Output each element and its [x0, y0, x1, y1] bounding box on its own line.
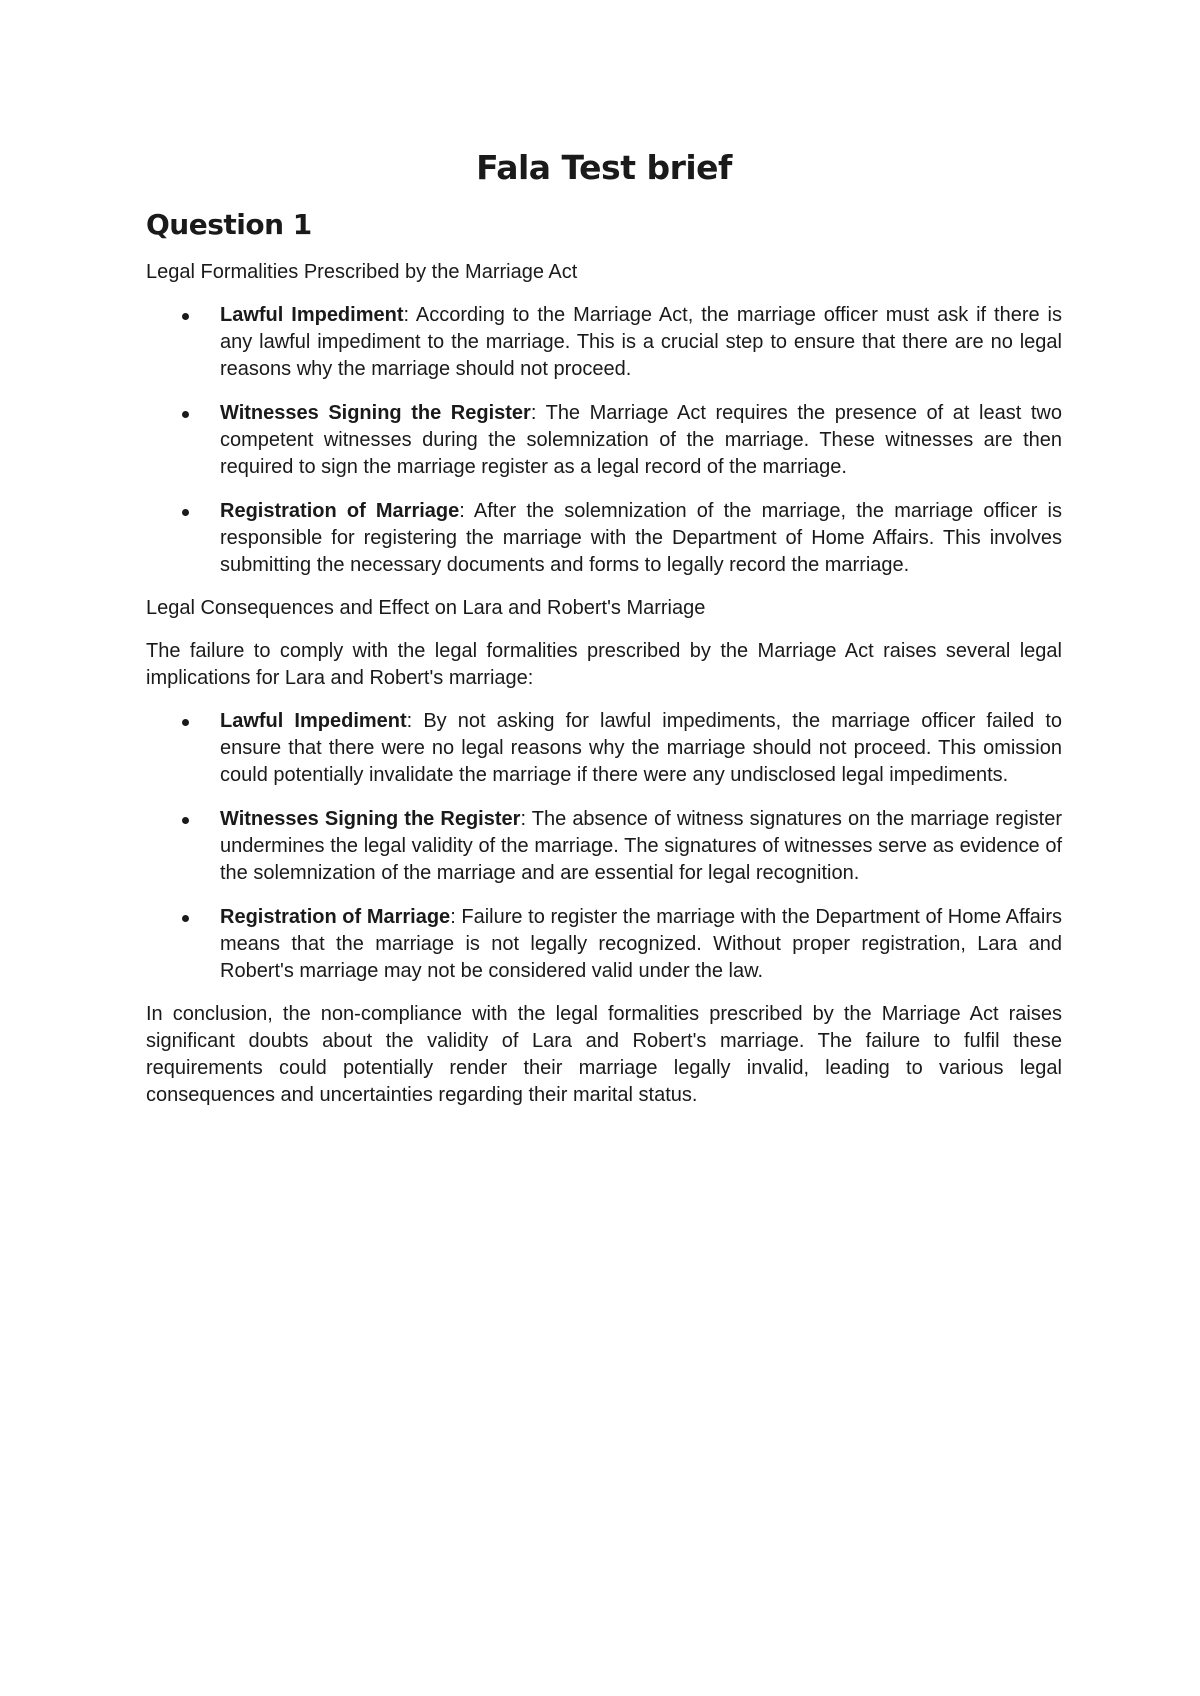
list-item-text: : Failure to register the marriage with the Department of Home Affairs means that the marriage is not legally recognized. Without proper registration, Lara and Robert's marriage may not be considered valid under the law.: [220, 906, 1062, 983]
list-item: [146, 708, 1062, 789]
list-item-text: : After the solemnization of the marriage, the marriage officer is responsible for registering the marriage with the Department of Home Affairs. This involves submitting the necessary documents and forms to legally record the marriage.: [220, 500, 1063, 577]
bullet-icon: [182, 719, 189, 726]
list-item-text: : By not asking for lawful impediments, the marriage officer failed to ensure that there were no legal reasons why the marriage should not proceed. This omission could potentially invalidate the marriage if there were any undisclosed legal impediments.: [220, 710, 1062, 787]
list-item: [146, 498, 1062, 579]
section-heading-formalities: Legal Formalities Prescribed by the Marriage Act: [146, 261, 578, 284]
list-item-term: Lawful Impediment: [220, 304, 404, 327]
list-item-term: Witnesses Signing the Register: [220, 402, 531, 425]
list-item-term: Witnesses Signing the Register: [220, 808, 521, 831]
list-item-term: Registration of Marriage: [220, 500, 460, 523]
consequences-list: [146, 708, 1062, 985]
list-item-text: : According to the Marriage Act, the marriage officer must ask if there is any lawful impediment to the marriage. This is a crucial step to ensure that there are no legal reasons why the marriage should not proceed.: [220, 304, 1063, 381]
conclusion-paragraph: In conclusion, the non-compliance with the legal formalities prescribed by the Marriage Act raises significant doubts about the validity of Lara and Robert's marriage. The failure to fulfil these requirements could potentially render their marriage legally invalid, leading to various legal consequences and uncertainties regarding their marital status.: [146, 1003, 1062, 1107]
list-item: [146, 904, 1062, 985]
document-title: Fala Test brief: [476, 148, 732, 187]
list-item-term: Registration of Marriage: [220, 906, 451, 929]
bullet-icon: [182, 915, 189, 922]
bullet-icon: [182, 411, 189, 418]
list-item: [146, 400, 1062, 481]
formalities-list: [146, 302, 1062, 579]
question-heading: Question 1: [146, 207, 312, 241]
bullet-icon: [182, 313, 189, 320]
list-item-text: : The Marriage Act requires the presence of at least two competent witnesses during the solemnization of the marriage. These witnesses are then required to sign the marriage register as a legal record of the marriage.: [220, 402, 1062, 479]
section-heading-consequences: Legal Consequences and Effect on Lara and Robert's Marriage: [146, 597, 706, 620]
list-item-text: : The absence of witness signatures on the marriage register undermines the legal validity of the marriage. The signatures of witnesses serve as evidence of the solemnization of the marriage and are essential for legal recognition.: [220, 808, 1062, 885]
bullet-icon: [182, 509, 189, 516]
bullet-icon: [182, 817, 189, 824]
list-item: [146, 806, 1062, 887]
list-item: [146, 302, 1062, 383]
document-page: [146, 148, 1062, 1125]
list-item-term: Lawful Impediment: [220, 710, 407, 733]
consequences-intro: The failure to comply with the legal formalities prescribed by the Marriage Act raises several legal implications for Lara and Robert's marriage:: [146, 640, 1062, 690]
